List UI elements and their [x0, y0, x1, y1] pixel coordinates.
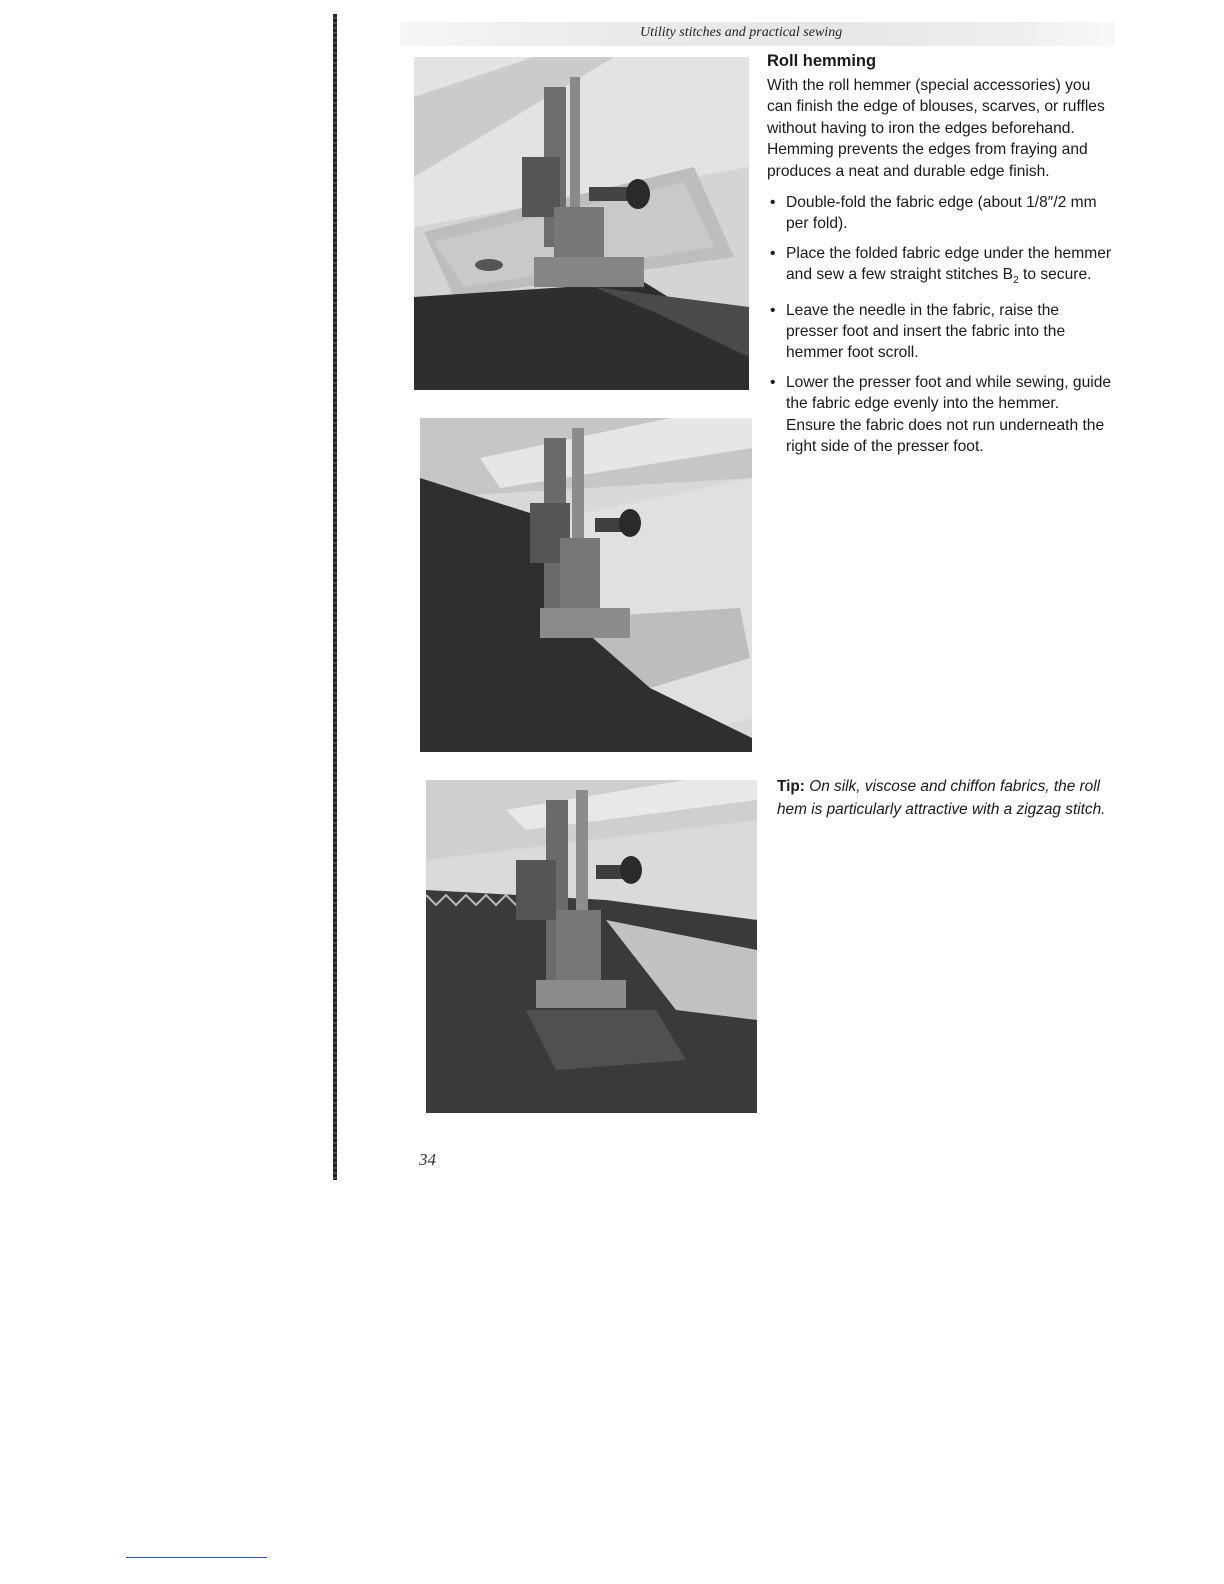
- bullet: •: [770, 244, 776, 262]
- step-item: [767, 192, 1112, 235]
- tip-text: On silk, viscose and chiffon fabrics, the roll hem is particularly attractive with a zigzag stitch.: [777, 778, 1106, 818]
- running-head-title: Utility stitches and practical sewing: [640, 25, 843, 40]
- tip-box: [777, 776, 1117, 821]
- page-number: 34: [419, 1150, 436, 1169]
- binding-edge: [333, 14, 337, 1180]
- step-text: Leave the needle in the fabric, raise the presser foot and insert the fabric into the hemmer foot scroll.: [786, 301, 1066, 362]
- stitch-subscript: 2: [1013, 275, 1019, 287]
- step-item: [767, 300, 1112, 364]
- step-text: Place the folded fabric edge under the hemmer and sew a few straight stitches B: [786, 244, 1112, 284]
- bullet: •: [770, 194, 776, 212]
- photo-roll-hemmer-zigzag: [426, 780, 757, 1113]
- photo-roll-hemmer-step-2: [420, 418, 752, 752]
- tip-label: Tip:: [777, 778, 805, 795]
- step-item: [767, 243, 1112, 292]
- step-text-tail: to secure.: [1018, 266, 1092, 284]
- step-text: Double-fold the fabric edge (about 1/8″/2 mm per fold).: [786, 194, 1097, 233]
- section-title: Roll hemming: [767, 52, 877, 70]
- step-list: [767, 192, 1112, 457]
- bullet: •: [770, 373, 776, 391]
- step-text: Lower the presser foot and while sewing, guide the fabric edge evenly into the hemmer. Ensure the fabric does not run underneath the right side of the presser foot.: [786, 373, 1112, 456]
- step-item: [767, 372, 1112, 458]
- instructions-column: [767, 52, 1112, 466]
- intro-paragraph: With the roll hemmer (special accessories) you can finish the edge of blouses, scarves, or ruffles without having to iron the edges beforehand. Hemming prevents the edges from fraying and produces a neat and durable edge finish.: [767, 77, 1105, 180]
- bullet: •: [770, 301, 776, 319]
- running-head: [400, 22, 1115, 46]
- footer-rule: [126, 1557, 267, 1558]
- photo-roll-hemmer-step-1: [414, 57, 749, 390]
